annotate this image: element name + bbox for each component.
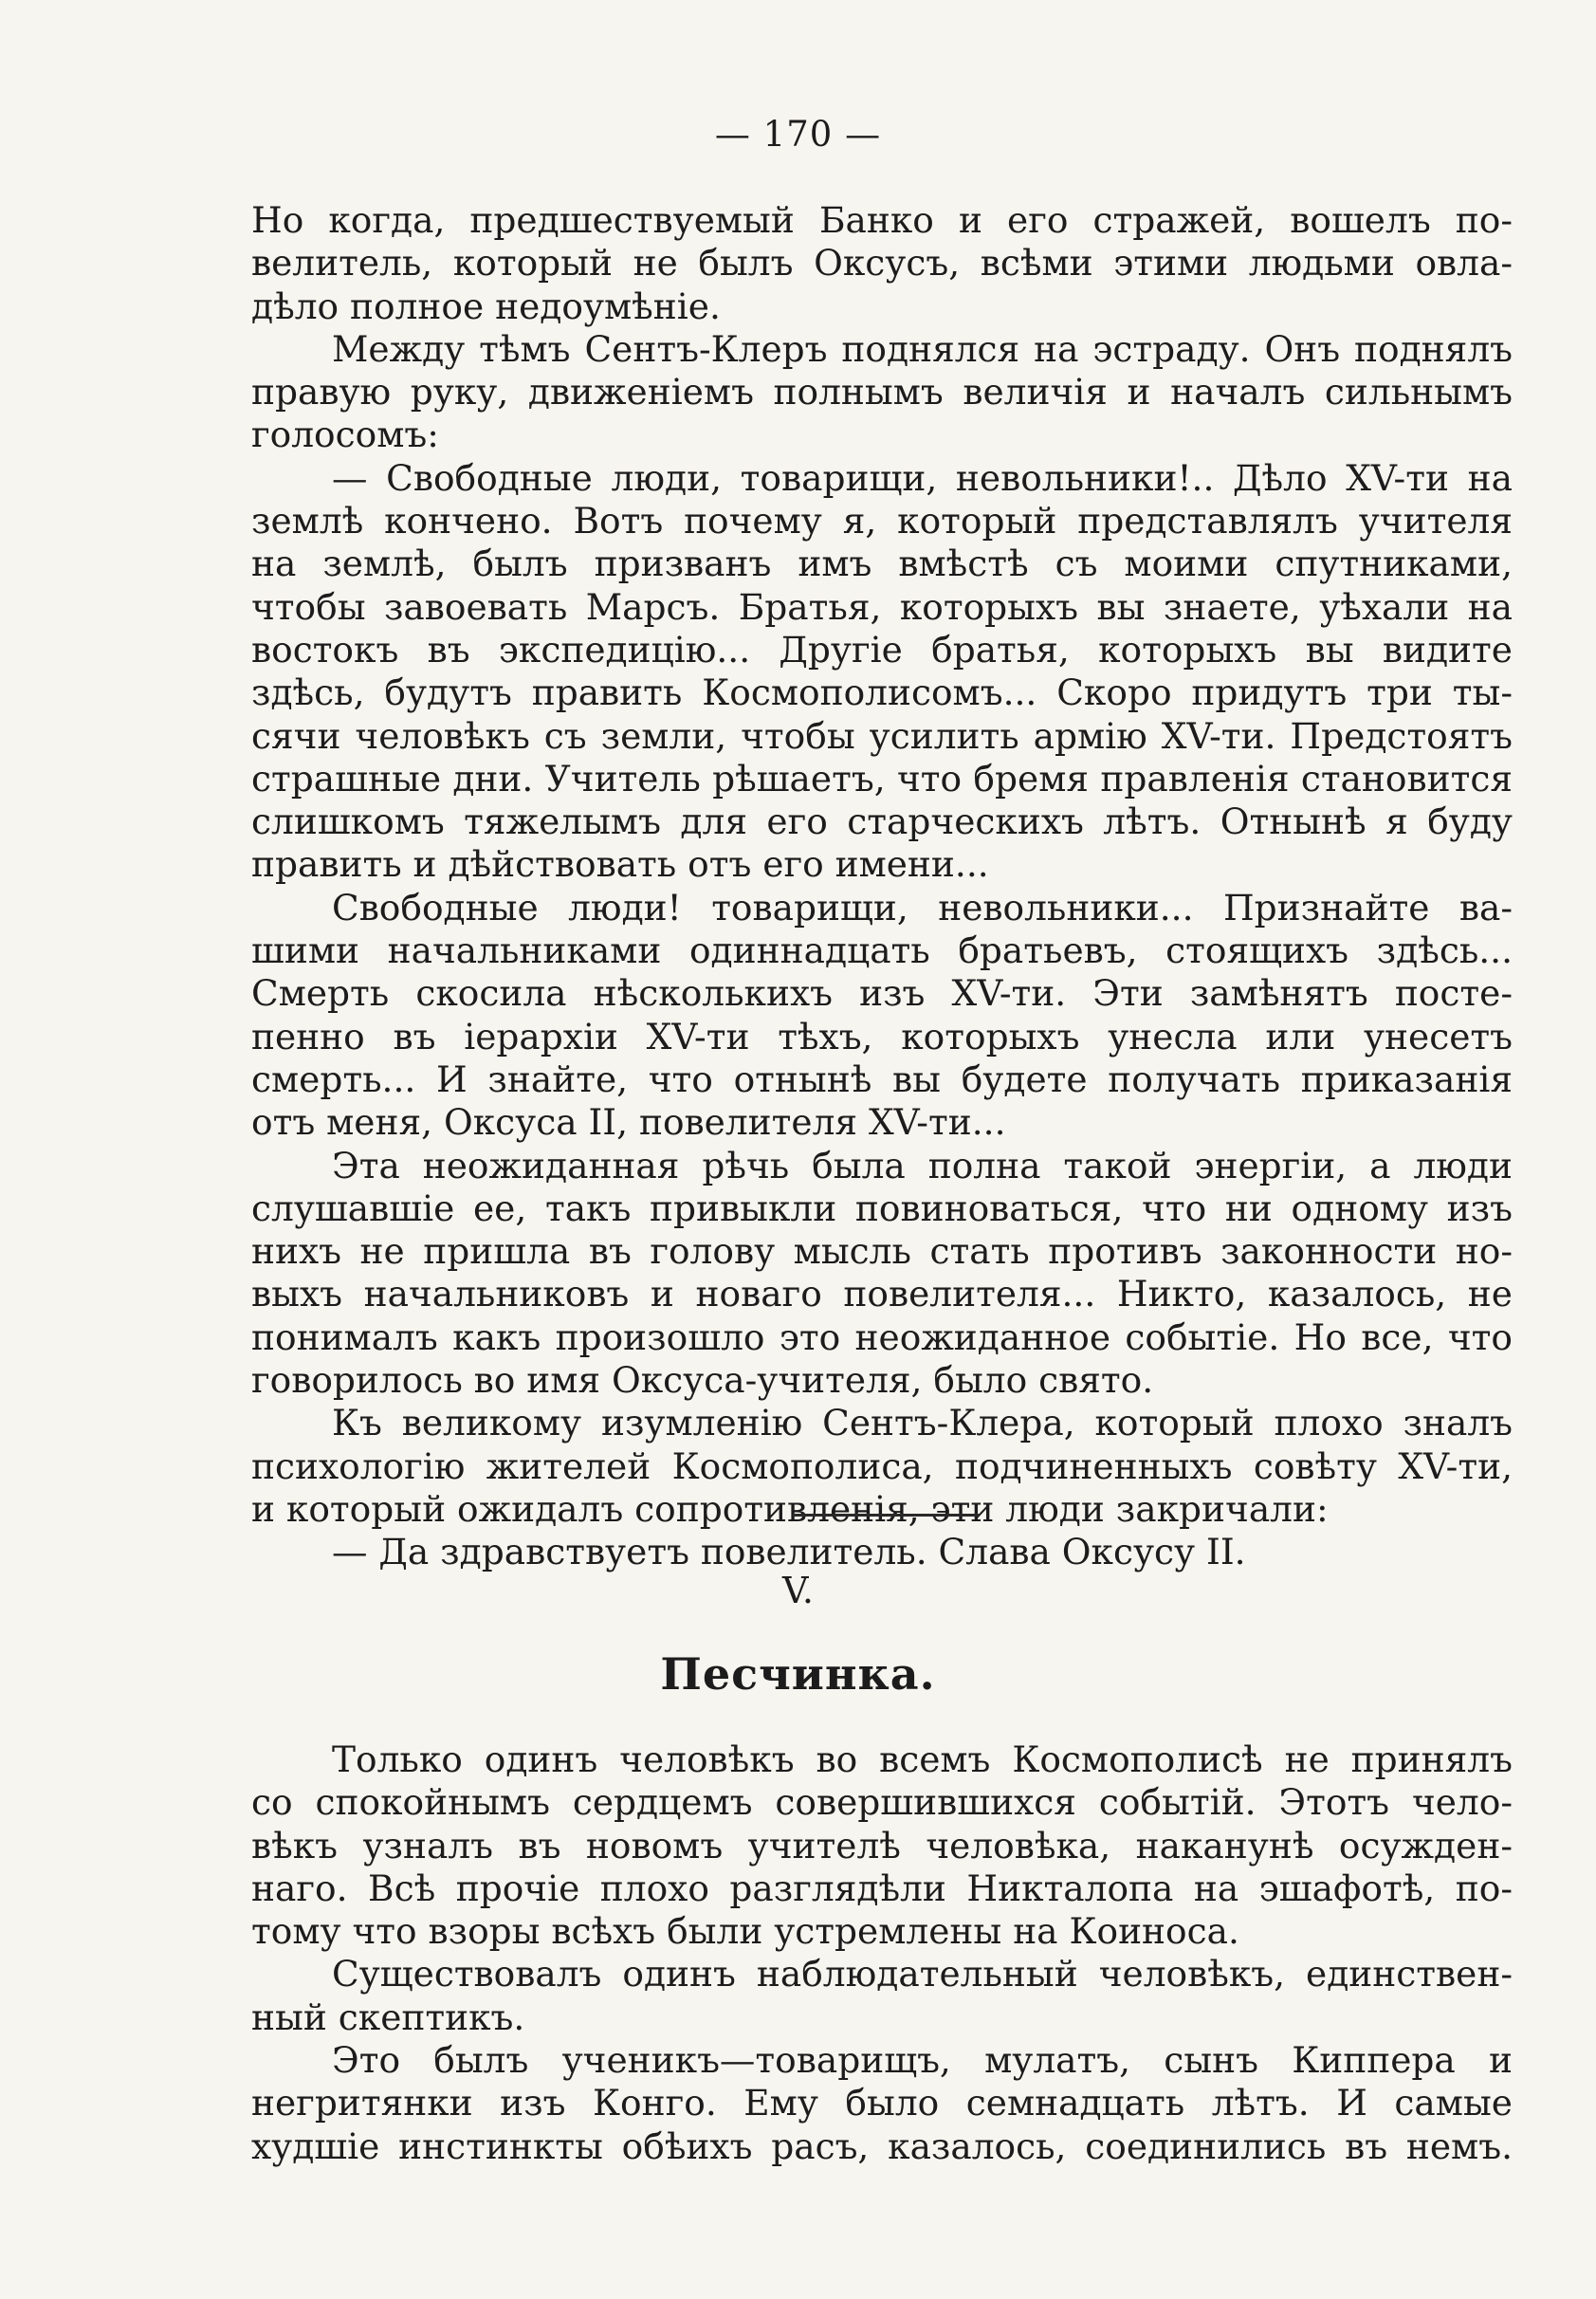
- text-line: — Да здравствуетъ повелитель. Слава Оксусу II.: [332, 1531, 1246, 1573]
- text-line: на землѣ, былъ призванъ имъ вмѣстѣ съ моими спутниками,: [251, 543, 1513, 585]
- text-line: Между тѣмъ Сентъ-Клеръ поднялся на эстраду. Онъ поднялъ: [332, 327, 1513, 370]
- text-line: править и дѣйствовать отъ его имени...: [251, 843, 989, 886]
- section-divider: [793, 1514, 979, 1517]
- text-line: выхъ начальниковъ и новаго повелителя... Никто, казалось, не: [251, 1273, 1513, 1315]
- text-line: понималъ какъ произошло это неожиданное событіе. Но все, что: [251, 1315, 1513, 1358]
- text-line: Свободные люди! товарищи, невольники... Признайте ва-: [332, 886, 1513, 929]
- text-line: дѣло полное недоумѣніе.: [251, 285, 721, 327]
- text-line: ный скептикъ.: [251, 1996, 525, 2038]
- text-line: Существовалъ одинъ наблюдательный человѣкъ, единствен-: [332, 1953, 1513, 1996]
- text-line: Только одинъ человѣкъ во всемъ Космополисѣ не принялъ: [332, 1738, 1513, 1780]
- text-line: отъ меня, Оксуса II, повелителя XV-ти...: [251, 1101, 1006, 1144]
- text-line: голосомъ:: [251, 414, 439, 456]
- chapter-title: Песчинка.: [660, 1648, 936, 1700]
- text-line: наго. Всѣ прочіе плохо разглядѣли Никталопа на эшафотѣ, по-: [251, 1867, 1513, 1909]
- text-line: Это былъ ученикъ—товарищъ, мулатъ, сынъ Киппера и: [332, 2039, 1513, 2082]
- text-line: велитель, который не былъ Оксусъ, всѣми этими людьми овла-: [251, 242, 1513, 285]
- text-line: — Свободные люди, товарищи, невольники!.. Дѣло XV-ти на: [332, 456, 1513, 499]
- text-line: нихъ не пришла въ голову мысль стать противъ законности но-: [251, 1230, 1513, 1273]
- text-line: психологію жителей Космополиса, подчиненныхъ совѣту XV-ти,: [251, 1444, 1513, 1487]
- text-line: Къ великому изумленію Сентъ-Клера, который плохо зналъ: [332, 1402, 1513, 1444]
- text-line: смерть... И знайте, что отнынѣ вы будете получать приказанія: [251, 1058, 1513, 1100]
- text-line: правую руку, движеніемъ полнымъ величія и началъ сильнымъ: [251, 371, 1513, 414]
- text-line: востокъ въ экспедицію... Другіе братья, которыхъ вы видите: [251, 628, 1513, 671]
- text-line: здѣсь, будутъ править Космополисомъ... Скоро придутъ три ты-: [251, 671, 1513, 714]
- body-text-section-1: [251, 199, 1513, 1574]
- text-line: сячи человѣкъ съ земли, чтобы усилить армію XV-ти. Предстоятъ: [251, 714, 1513, 757]
- body-text-section-2: [251, 1738, 1513, 2168]
- text-line: говорилось во имя Оксуса-учителя, было свято.: [251, 1359, 1154, 1402]
- text-line: вѣкъ узналъ въ новомъ учителѣ человѣка, наканунѣ осужден-: [251, 1824, 1513, 1867]
- text-line: худшіе инстинкты обѣихъ расъ, казалось, соединились въ немъ.: [251, 2124, 1513, 2167]
- text-line: чтобы завоевать Марсъ. Братья, которыхъ вы знаете, уѣхали на: [251, 585, 1513, 628]
- text-line: землѣ кончено. Вотъ почему я, который представлялъ учителя: [251, 500, 1513, 543]
- page-number: — 170 —: [714, 114, 882, 155]
- text-line: страшные дни. Учитель рѣшаетъ, что бремя правленія становится: [251, 757, 1513, 800]
- text-line: тому что взоры всѣхъ были устремлены на Коиноса.: [251, 1910, 1239, 1953]
- text-line: негритянки изъ Конго. Ему было семнадцать лѣтъ. И самые: [251, 2082, 1513, 2124]
- text-line: со спокойнымъ сердцемъ совершившихся событій. Этотъ чело-: [251, 1781, 1513, 1824]
- text-line: Но когда, предшествуемый Банко и его стражей, вошелъ по-: [251, 199, 1513, 241]
- text-line: и который ожидалъ сопротивленія, эти люди закричали:: [251, 1487, 1329, 1530]
- text-line: слушавшіе ее, такъ привыкли повиноваться, что ни одному изъ: [251, 1186, 1513, 1229]
- text-line: слишкомъ тяжелымъ для его старческихъ лѣтъ. Отнынѣ я буду: [251, 800, 1513, 843]
- chapter-number: V.: [782, 1570, 814, 1611]
- text-line: пенно въ іерархіи XV-ти тѣхъ, которыхъ унесла или унесетъ: [251, 1015, 1513, 1058]
- text-line: Эта неожиданная рѣчь была полна такой энергіи, а люди: [332, 1144, 1513, 1186]
- text-line: Смерть скосила нѣсколькихъ изъ XV-ти. Эти замѣнятъ посте-: [251, 972, 1513, 1015]
- text-line: шими начальниками одиннадцать братьевъ, стоящихъ здѣсь...: [251, 929, 1513, 972]
